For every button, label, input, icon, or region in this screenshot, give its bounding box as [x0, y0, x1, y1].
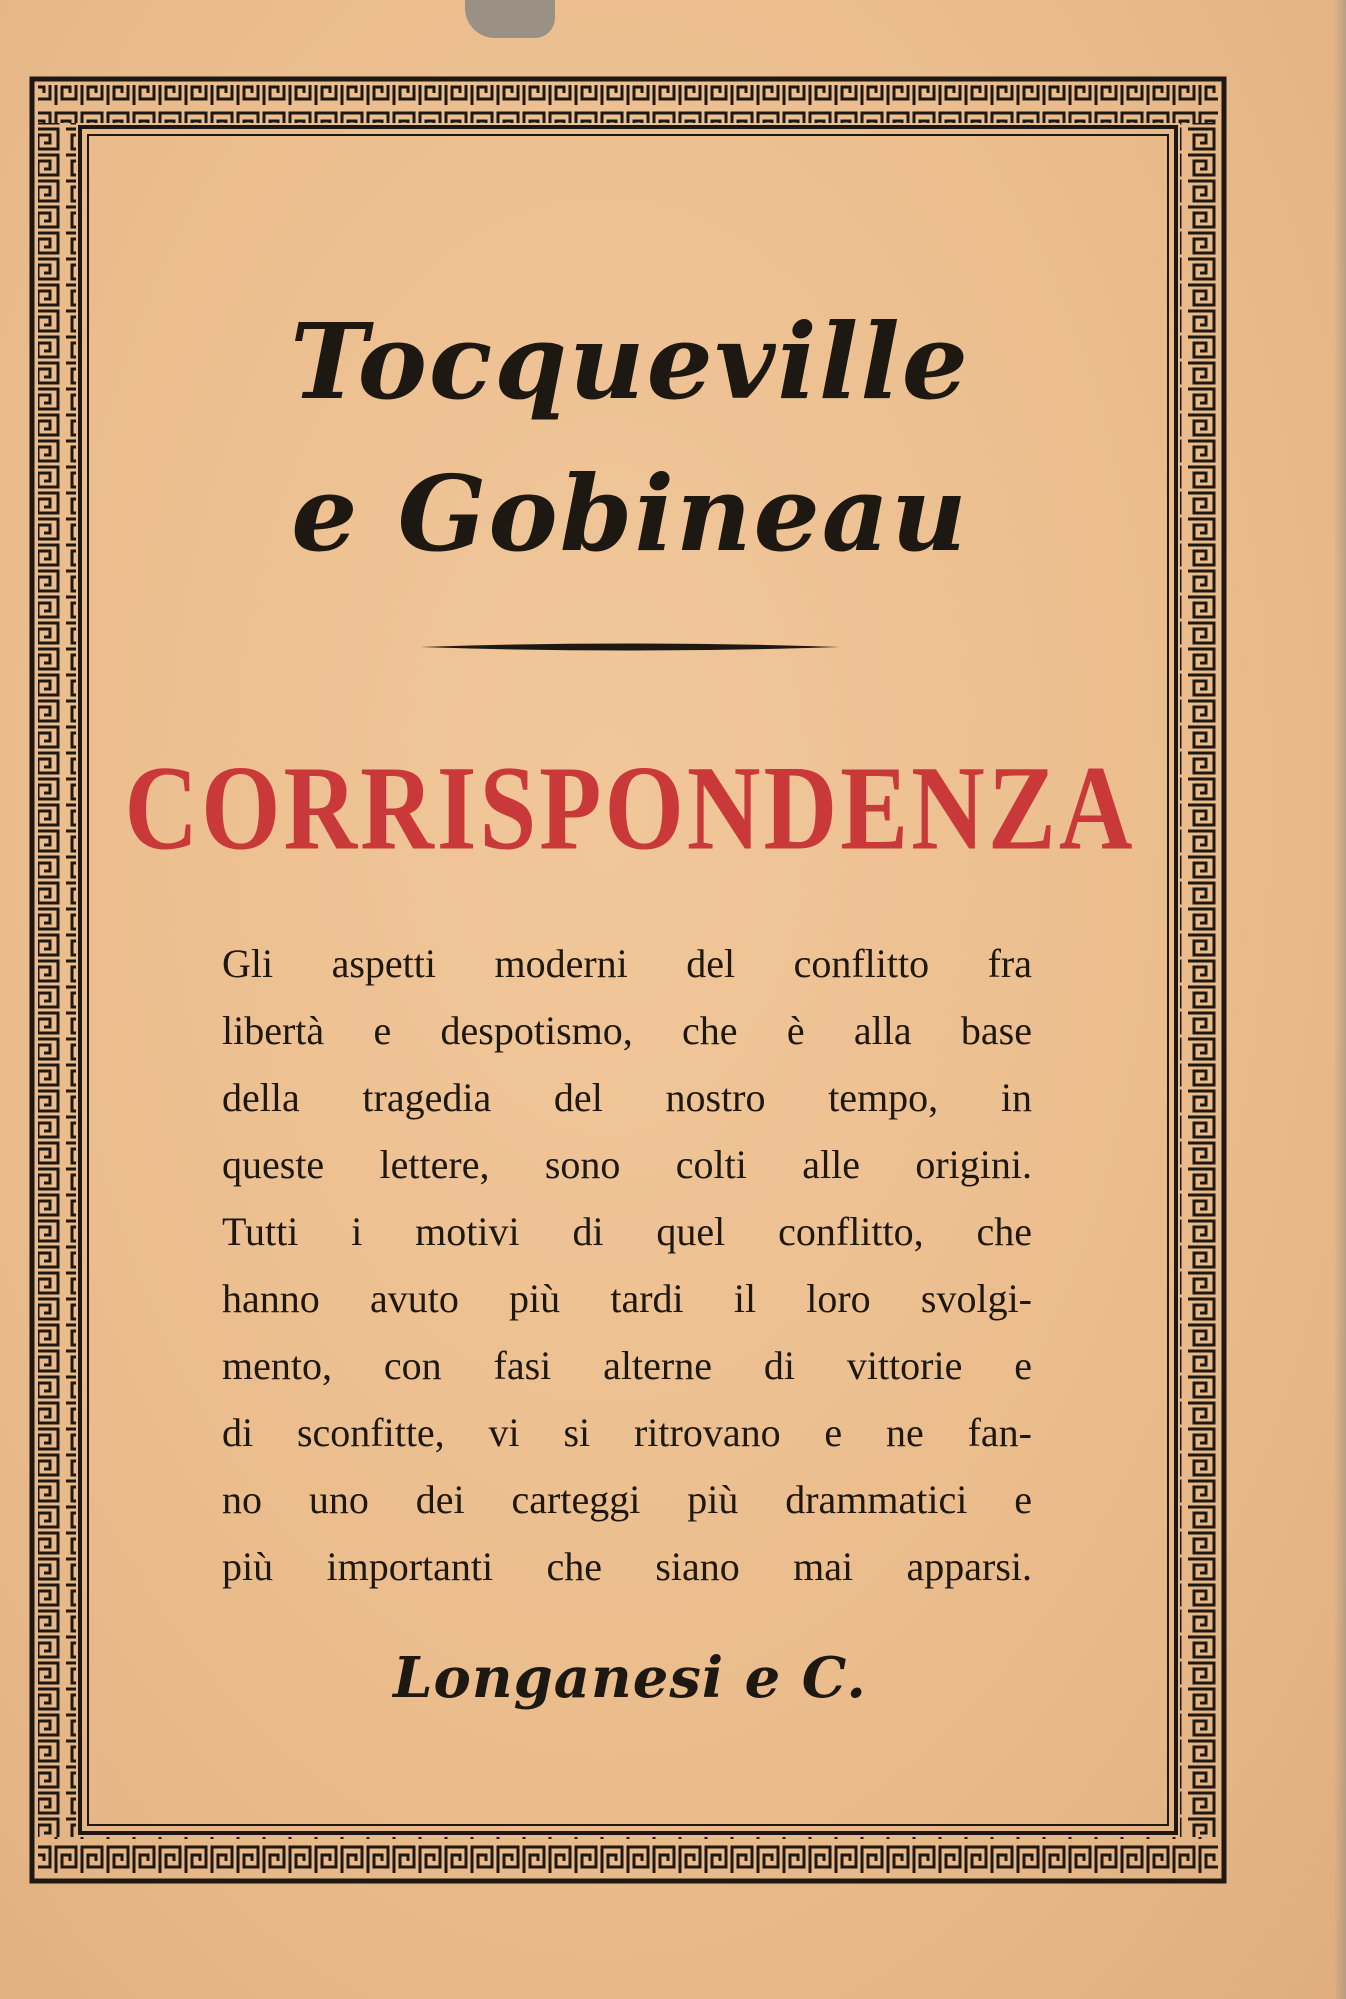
blurb-line: Tutti i motivi di quel conflitto, che — [222, 1209, 1032, 1254]
worn-edge — [1334, 0, 1346, 1999]
torn-corner — [465, 0, 555, 38]
heading-title: CORRISPONDENZA — [124, 742, 1136, 876]
blurb-line: mento, con fasi alterne di vittorie e — [222, 1343, 1032, 1388]
publisher-name: Longanesi e C. — [393, 1645, 867, 1711]
title-author-1: Tocqueville — [290, 300, 970, 423]
blurb-text — [222, 930, 1032, 1600]
blurb-line: più importanti che siano mai apparsi. — [222, 1544, 1032, 1589]
blurb-line: Gli aspetti moderni del conflitto fra — [222, 941, 1032, 986]
blurb-line: di sconfitte, vi si ritrovano e ne fan- — [222, 1410, 1032, 1455]
blurb-line: libertà e despotismo, che è alla base — [222, 1008, 1032, 1053]
blurb-line: no uno dei carteggi più drammatici e — [222, 1477, 1032, 1522]
title-author-2: e Gobineau — [291, 452, 969, 575]
blurb-line: queste lettere, sono colti alle origini. — [222, 1142, 1032, 1187]
decorative-rule — [420, 640, 840, 654]
blurb-line: della tragedia del nostro tempo, in — [222, 1075, 1032, 1120]
blurb-line: hanno avuto più tardi il loro svolgi- — [222, 1276, 1032, 1321]
